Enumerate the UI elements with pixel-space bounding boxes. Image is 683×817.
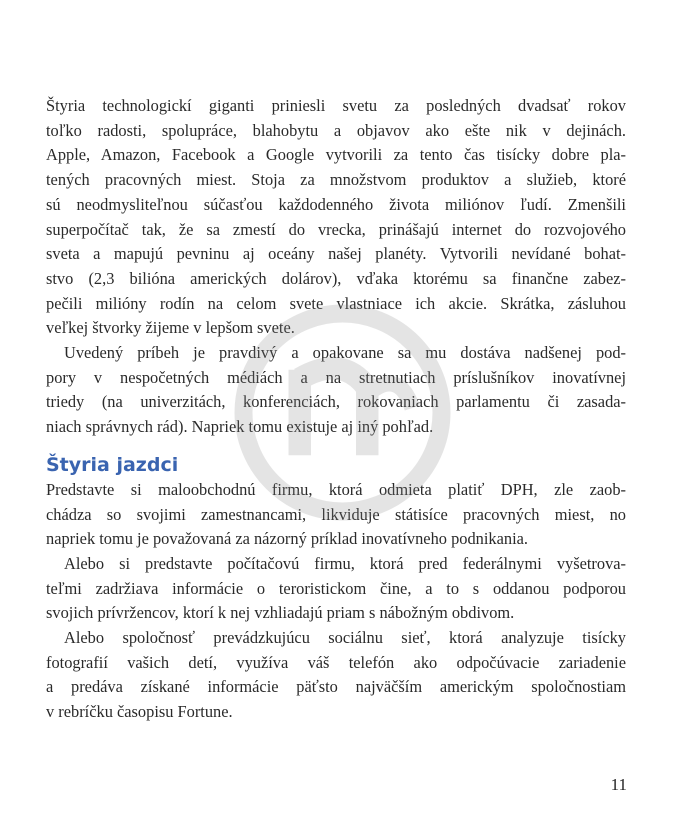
section-heading: Štyria jazdci [46, 453, 179, 476]
text-line: teľmi zadržiava informácie o teroristickom čine, a to s oddanou podporou [46, 578, 626, 598]
text-line: Alebo spoločnosť prevádzkujúcu sociálnu sieť, ktorá analyzuje tisícky [64, 628, 626, 648]
paragraph-section-2 [46, 552, 626, 626]
text-line: v rebríčku časopisu Fortune. [46, 702, 233, 722]
text-line: sú neodmysliteľnou súčasťou každodenného života miliónov ľudí. Zmenšili [46, 194, 626, 214]
text-line: Predstavte si maloobchodnú firmu, ktorá odmieta platiť DPH, zle zaob- [46, 479, 626, 499]
paragraph-section-3 [46, 626, 626, 725]
text-line: veľkej štvorky žijeme v lepšom svete. [46, 318, 295, 338]
text-line: fotografií vašich detí, využíva váš telefón ako odpočúvacie zariadenie [46, 652, 626, 672]
text-line: napriek tomu je považovaná za názorný príklad inovatívneho podnikania. [46, 529, 528, 549]
text-line: superpočítač tak, že sa zmestí do vrecka, prinášajú internet do rozvojového [46, 219, 626, 239]
text-line: sveta a mapujú pevninu aj oceány našej planéty. Vytvorili nevídané bohat- [46, 244, 626, 264]
text-line: tených pracovných miest. Stoja za množstvom produktov a služieb, ktoré [46, 170, 626, 190]
text-line: niach správnych rád). Napriek tomu existuje aj iný pohľad. [46, 417, 434, 437]
paragraph-intro-1 [46, 94, 626, 341]
text-line: a predáva získané informácie päťsto najväčším americkým spoločnostiam [46, 677, 626, 697]
text-line: stvo (2,3 bilióna amerických dolárov), vďaka ktorému sa finančne zabez- [46, 268, 626, 288]
text-line: toľko radosti, spolupráce, blahobytu a objavov ako ešte nik v dejinách. [46, 120, 626, 140]
text-line: Uvedený príbeh je pravdivý a opakovane sa mu dostáva nadšenej pod- [64, 343, 626, 363]
page-number: 11 [610, 775, 627, 794]
text-line: chádza so svojimi zamestnancami, likviduje státisíce pracovných miest, no [46, 504, 626, 524]
page-body [46, 94, 626, 725]
text-line: Alebo si predstavte počítačovú firmu, ktorá pred federálnymi vyšetrova- [64, 553, 626, 573]
text-line: pory v nespočetných médiách a na stretnutiach príslušníkov inovatívnej [46, 367, 626, 387]
text-line: Štyria technologickí giganti priniesli svetu za posledných dvadsať rokov [46, 96, 626, 115]
text-line: svojich prívržencov, ktorí k nej vzhliadajú priam s nábožným obdivom. [46, 603, 515, 623]
text-line: triedy (na univerzitách, konferenciách, rokovaniach parlamentu či zasada- [46, 392, 626, 412]
text-line: pečili milióny rodín na celom svete vlastniace ich akcie. Skrátka, zásluhou [46, 293, 626, 313]
paragraph-section-1 [46, 478, 626, 552]
paragraph-intro-2 [46, 341, 626, 440]
text-line: Apple, Amazon, Facebook a Google vytvorili za tento čas tisícky dobre pla- [46, 145, 626, 165]
